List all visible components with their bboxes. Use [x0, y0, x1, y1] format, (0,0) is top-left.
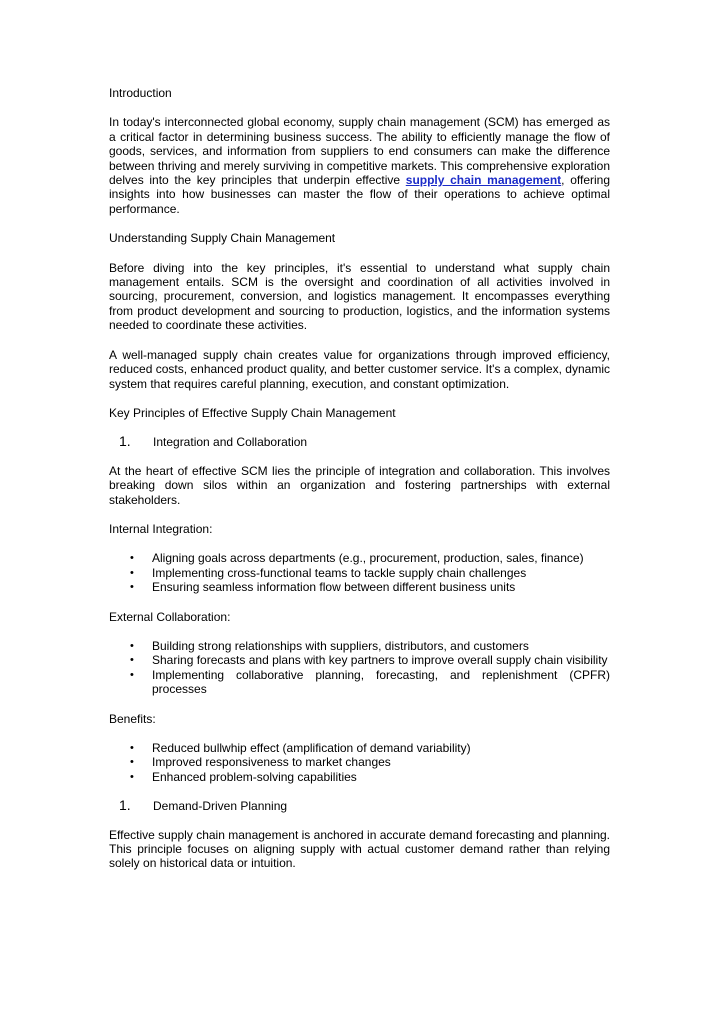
bullet-icon: •	[130, 756, 134, 769]
intro-text-after-link: , offering insights into how businesses can master the flow of their operations to achieve optimal performance.	[109, 173, 610, 216]
bullet-icon: •	[130, 639, 134, 652]
external-collaboration-label: External Collaboration:	[109, 609, 231, 624]
bullet-icon: •	[130, 581, 134, 594]
principle-number: 1.	[119, 433, 131, 450]
list-item: • Building strong relationships with suppliers, distributors, and customers	[130, 638, 529, 653]
benefits-label: Benefits:	[109, 711, 156, 726]
list-item: • Reduced bullwhip effect (amplification of demand variability)	[130, 741, 471, 755]
section-title-understanding: Understanding Supply Chain Management	[109, 231, 336, 246]
bullet-icon: •	[130, 552, 134, 565]
list-item: • Sharing forecasts and plans with key partners to improve overall supply chain visibility	[130, 653, 608, 668]
list-item: • Aligning goals across departments (e.g., procurement, production, sales, finance)	[130, 551, 584, 566]
intro-paragraph	[109, 115, 610, 216]
internal-integration-list	[109, 551, 610, 594]
list-item: • Improved responsiveness to market changes	[130, 755, 391, 770]
list-item: • Enhanced problem-solving capabilities	[130, 769, 357, 784]
internal-integration-label: Internal Integration:	[109, 521, 213, 536]
understanding-paragraph-2: A well-managed supply chain creates value for organizations through improved efficiency, reduced costs, enhanced product quality, and better customer service. It's a complex, dynamic system that requires careful planning, execution, and constant optimization.	[109, 347, 610, 391]
supply-chain-management-link[interactable]: supply chain management	[405, 173, 562, 188]
intro-text-before-link: In today's interconnected global economy, supply chain management (SCM) has emerged as a critical factor in determining business success. The ability to efficiently manage the flow of goods, services, and information from suppliers to end consumers can make the difference between thriving and merely surviving in competitive markets. This comprehensive exploration delves into the key principles that underpin effective	[109, 115, 610, 188]
benefits-list	[109, 741, 610, 784]
principle-title: Demand-Driven Planning	[153, 799, 288, 814]
principle-heading-demand-driven	[109, 799, 610, 813]
list-item: • Ensuring seamless information flow between different business units	[130, 580, 516, 595]
demand-driven-paragraph: Effective supply chain management is anchored in accurate demand forecasting and planning. This principle focuses on aligning supply with actual customer demand rather than relying solely on historical data or intuition.	[109, 827, 610, 871]
principle-heading-integration	[109, 435, 610, 449]
bullet-icon: •	[130, 654, 134, 667]
section-title-key-principles: Key Principles of Effective Supply Chain Management	[109, 405, 396, 420]
list-item: • Implementing cross-functional teams to tackle supply chain challenges	[130, 565, 527, 580]
bullet-icon: •	[130, 668, 134, 681]
external-collaboration-list	[109, 639, 610, 697]
section-title-introduction: Introduction	[109, 86, 172, 100]
document-page	[109, 86, 610, 886]
understanding-paragraph-1: Before diving into the key principles, it's essential to understand what supply chain management entails. SCM is the oversight and coordination of all activities involved in sourcing, procurement, conversion, and logistics management. It encompasses everything from product development and sourcing to production, logistics, and the information systems needed to coordinate these activities.	[109, 260, 610, 333]
principle-title: Integration and Collaboration	[153, 435, 308, 450]
principle-number: 1.	[119, 797, 131, 814]
bullet-icon: •	[130, 566, 134, 579]
integration-paragraph: At the heart of effective SCM lies the principle of integration and collaboration. This involves breaking down silos within an organization and fostering partnerships with external stakeholders.	[109, 463, 610, 507]
bullet-icon: •	[130, 770, 134, 783]
list-item: • Implementing collaborative planning, forecasting, and replenishment (CPFR) processes	[130, 667, 610, 697]
bullet-icon: •	[130, 742, 134, 754]
